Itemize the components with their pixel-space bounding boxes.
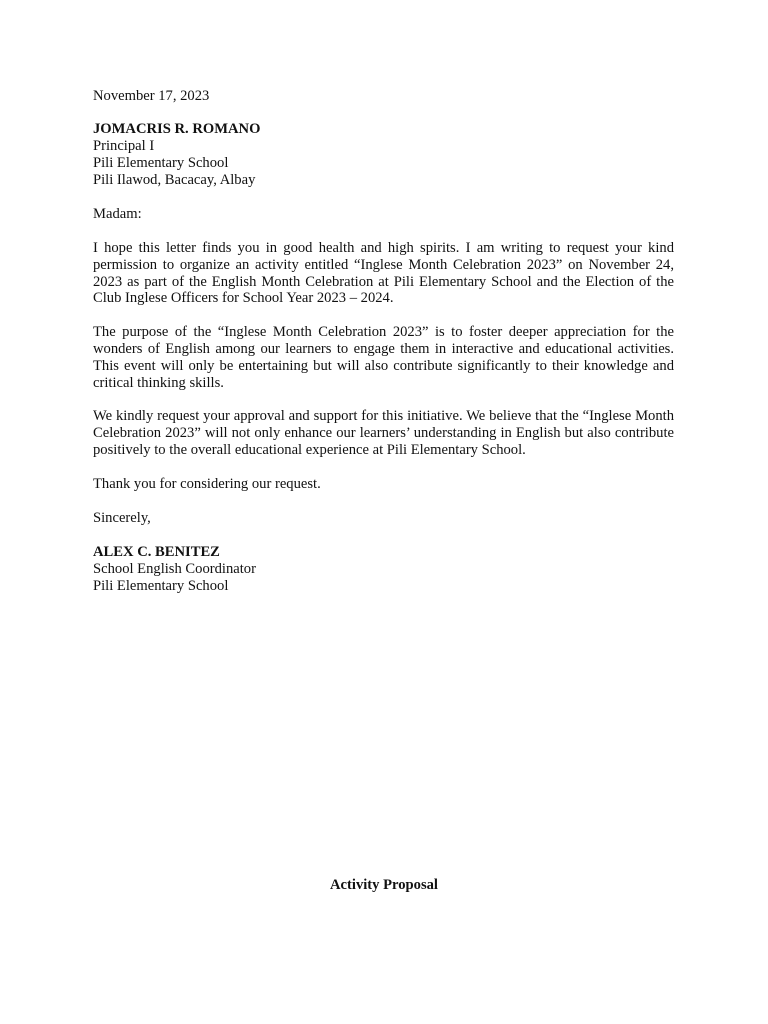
recipient-address: Pili Ilawod, Bacacay, Albay [93, 172, 256, 188]
paragraph-purpose: The purpose of the “Inglese Month Celebration 2023” is to foster deeper appreciation for the wonders of English among our learners to engage them in interactive and educational activities. This event will only be entertaining but will also contribute significantly to their knowledge and critical thinking skills. [93, 324, 674, 391]
paragraph-request: I hope this letter finds you in good health and high spirits. I am writing to request your kind permission to organize an activity entitled “Inglese Month Celebration 2023” on November 24, 2023 as part of the English Month Celebration at Pili Elementary School and the Election of the Club Inglese Officers for School Year 2023 – 2024. [93, 240, 674, 307]
recipient-school: Pili Elementary School [93, 155, 229, 171]
recipient-title: Principal I [93, 138, 155, 154]
paragraph-thanks: Thank you for considering our request. [93, 475, 321, 492]
recipient-name: JOMACRIS R. ROMANO [93, 121, 261, 137]
sender-block [93, 544, 674, 595]
sender-title: School English Coordinator [93, 560, 256, 577]
sender-school: Pili Elementary School [93, 577, 229, 594]
salutation: Madam: [93, 206, 142, 222]
closing: Sincerely, [93, 509, 151, 526]
recipient-block [93, 121, 674, 189]
activity-proposal-title: Activity Proposal [330, 877, 438, 893]
paragraph-approval: We kindly request your approval and support for this initiative. We believe that the “Inglese Month Celebration 2023” will not only enhance our learners’ understanding in English but also contribute positively to the overall educational experience at Pili Elementary School. [93, 408, 674, 458]
sender-name: ALEX C. BENITEZ [93, 543, 220, 560]
letter-body [93, 88, 674, 595]
letter-date: November 17, 2023 [93, 88, 210, 104]
